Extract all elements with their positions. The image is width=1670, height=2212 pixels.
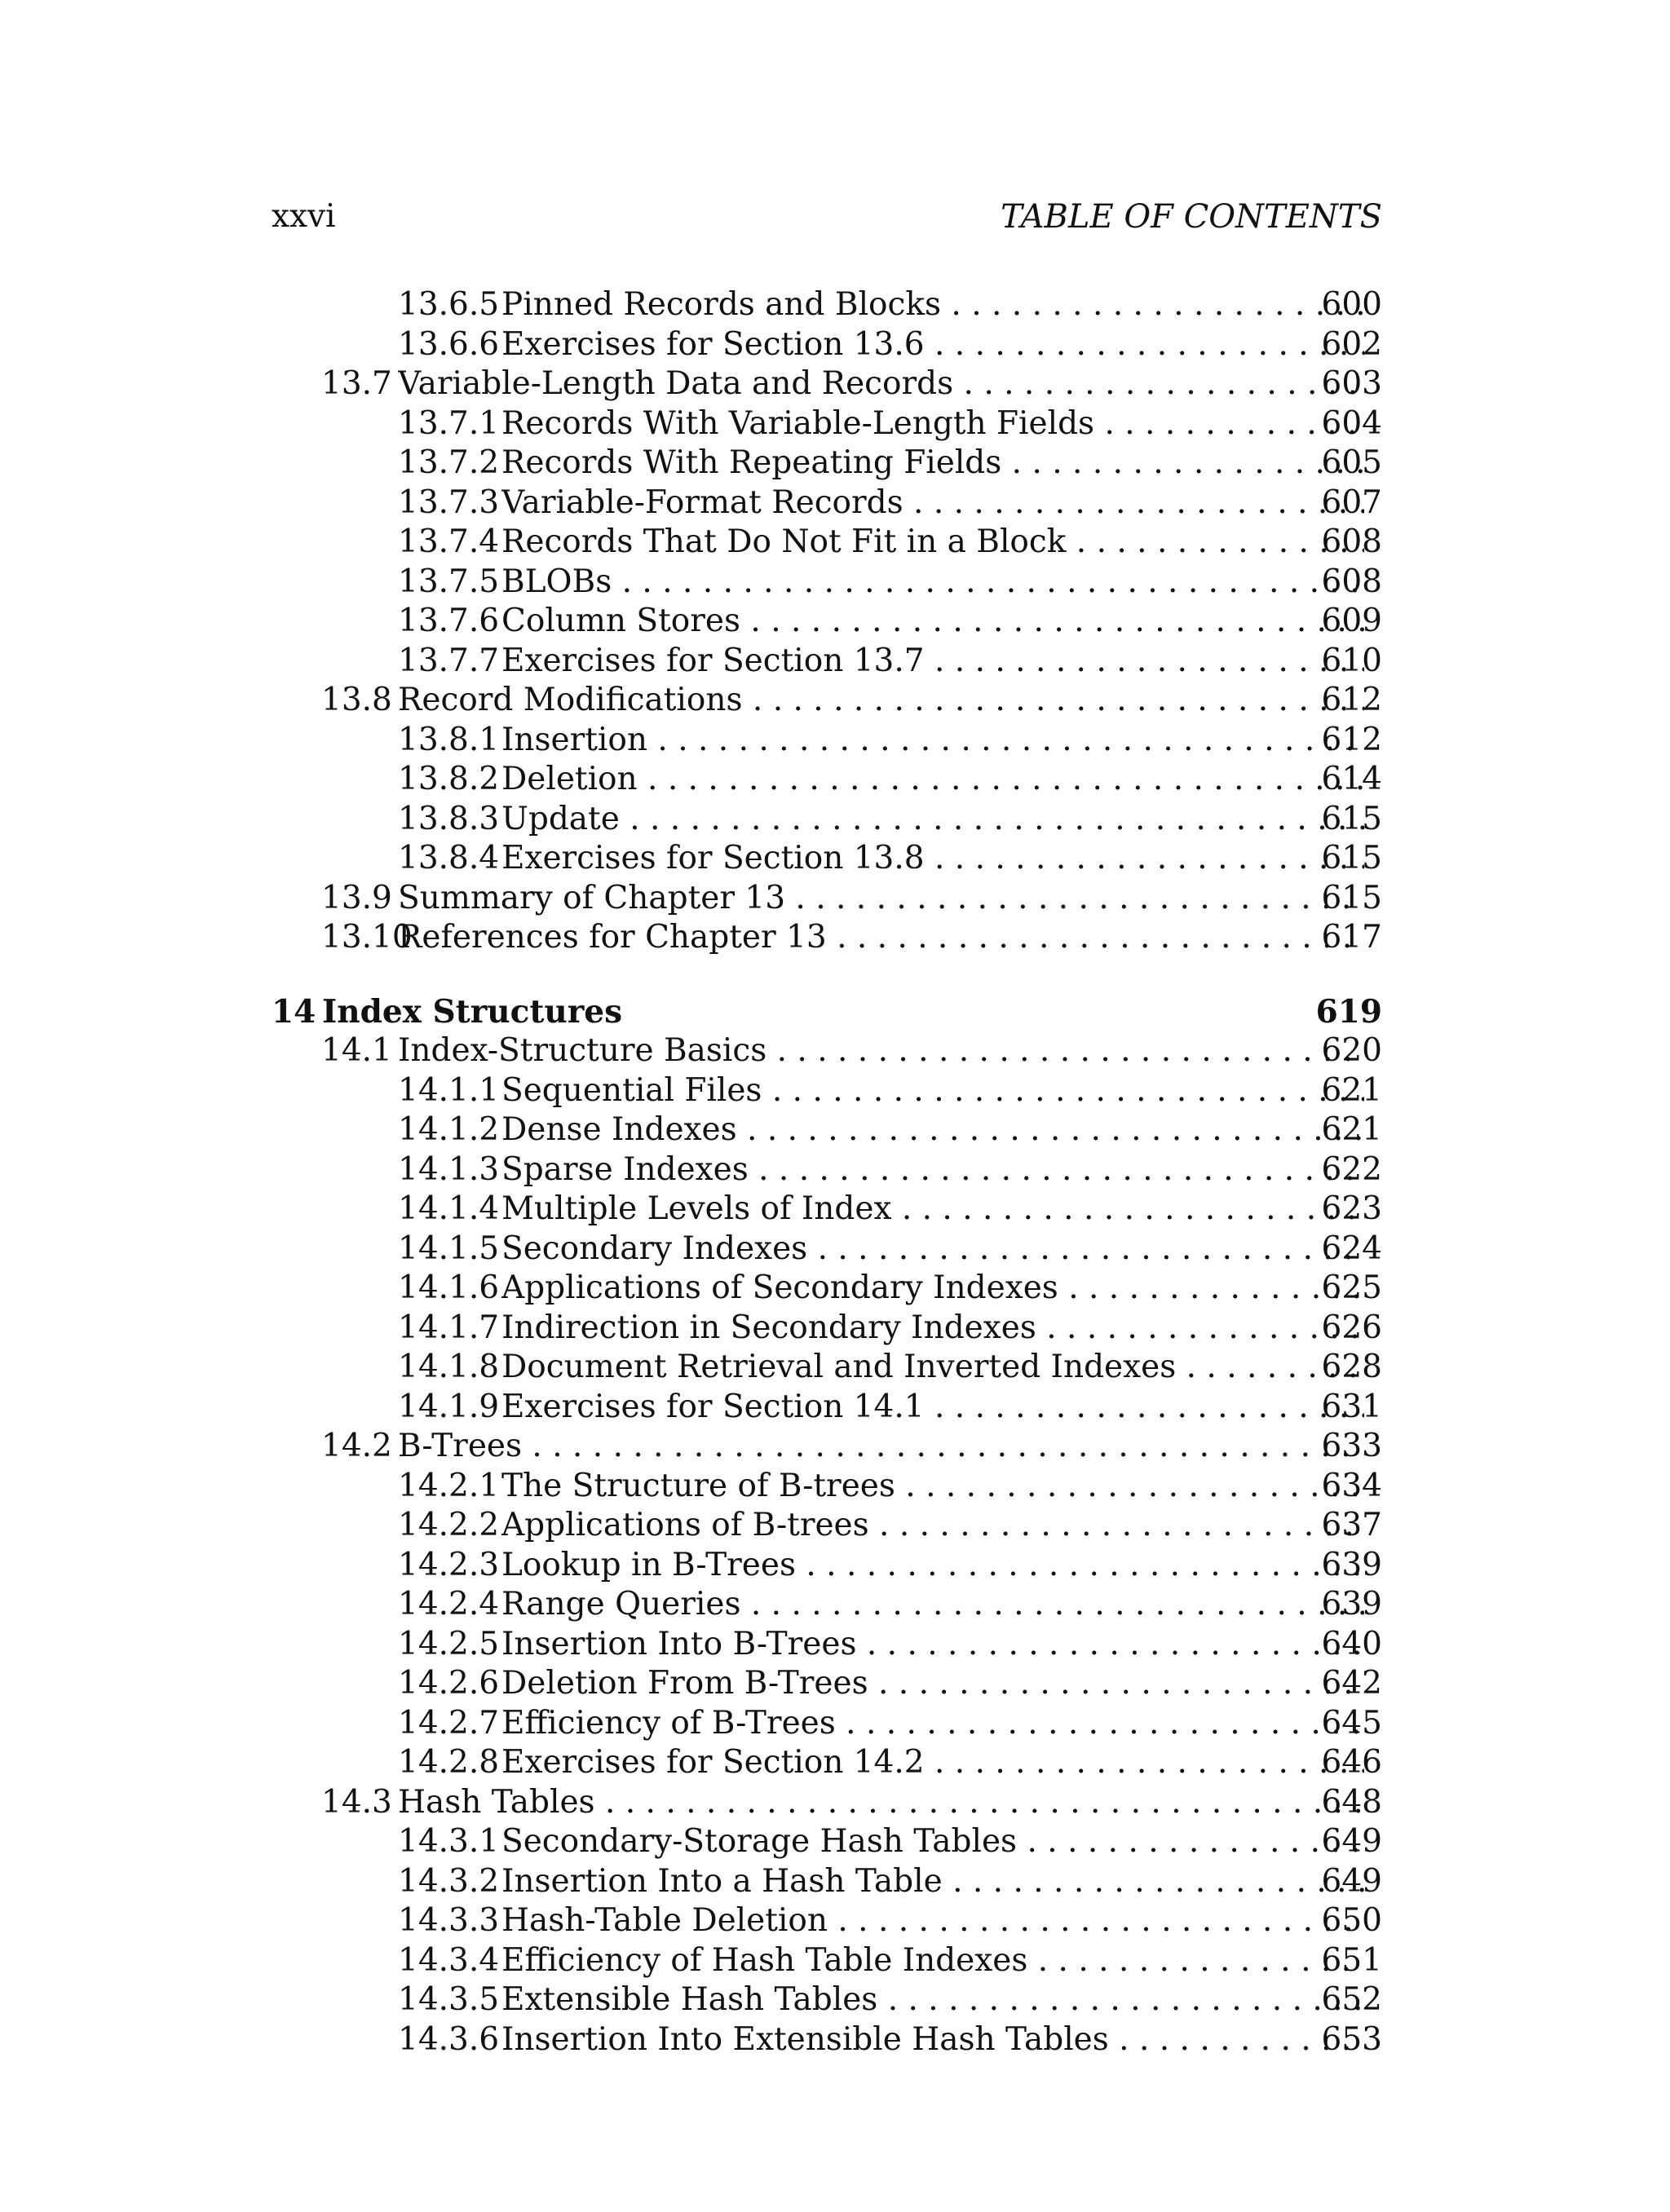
toc-entry-page-number: 640 bbox=[1321, 1625, 1382, 1662]
toc-entry-number: 14.3 bbox=[321, 1783, 392, 1821]
toc-entry-page-number: 620 bbox=[1321, 1032, 1382, 1069]
toc-entry-title: Pinned Records and Blocks . . . bbox=[501, 285, 1364, 325]
toc-entry-title: Secondary-Storage Hash Tables . . . bbox=[501, 1822, 1364, 1862]
toc-entry-page-number: 642 bbox=[1321, 1665, 1382, 1702]
toc-entry-page-number: 602 bbox=[1321, 325, 1382, 363]
toc-entry-page-number: 624 bbox=[1321, 1230, 1382, 1267]
toc-entry-title: B-Trees . . . bbox=[398, 1427, 1364, 1467]
toc-entry-number: 13.6.5 bbox=[398, 286, 500, 323]
toc-entry-number: 14.2 bbox=[321, 1428, 392, 1464]
toc-entry-title: Efficiency of Hash Table Indexes . . . bbox=[501, 1941, 1364, 1981]
toc-entry-page-number: 648 bbox=[1321, 1783, 1382, 1821]
toc-entry-title: Records With Repeating Fields . . . bbox=[501, 444, 1364, 483]
toc-entry-page-number: 619 bbox=[1315, 992, 1382, 1031]
toc-subsection-entry bbox=[0, 563, 1670, 603]
toc-entry-page-number: 615 bbox=[1321, 879, 1382, 916]
toc-entry-number: 14.3.6 bbox=[398, 2020, 500, 2058]
toc-entry-number: 14.2.6 bbox=[398, 1665, 500, 1702]
toc-subsection-entry bbox=[0, 1150, 1670, 1190]
toc-section-entry bbox=[0, 1783, 1670, 1823]
toc-subsection-entry bbox=[0, 2020, 1670, 2060]
toc-entry-title: Exercises for Section 13.6 . . . bbox=[501, 325, 1364, 365]
toc-entry-page-number: 615 bbox=[1321, 800, 1382, 837]
toc-subsection-entry bbox=[0, 1625, 1670, 1665]
toc-entry-page-number: 637 bbox=[1321, 1507, 1382, 1543]
toc-entry-title: Sequential Files . . . bbox=[501, 1071, 1364, 1111]
toc-entry-number: 14.1.7 bbox=[398, 1309, 500, 1346]
toc-entry-title: Variable-Format Records . . . bbox=[501, 483, 1364, 523]
toc-entry-page-number: 614 bbox=[1321, 761, 1382, 797]
toc-entry-page-number: 621 bbox=[1321, 1111, 1382, 1148]
toc-subsection-entry bbox=[0, 1546, 1670, 1586]
running-title: TABLE OF CONTENTS bbox=[1001, 198, 1382, 236]
toc-entry-number: 13.7.1 bbox=[398, 404, 500, 442]
toc-entry-title: Exercises for Section 14.2 . . . bbox=[501, 1743, 1364, 1783]
toc-entry-page-number: 617 bbox=[1321, 919, 1382, 956]
toc-entry-page-number: 649 bbox=[1321, 1823, 1382, 1860]
toc-entry-title: Deletion From B-Trees . . . bbox=[501, 1664, 1364, 1704]
toc-entry-number: 14.1.6 bbox=[398, 1269, 500, 1306]
toc-subsection-entry bbox=[0, 1269, 1670, 1309]
toc-entry-number: 14.1.3 bbox=[398, 1150, 500, 1188]
toc-entry-title: Sparse Indexes . . . bbox=[501, 1150, 1364, 1190]
toc-entry-number: 13.6.6 bbox=[398, 325, 500, 363]
toc-entry-number: 14.2.3 bbox=[398, 1546, 500, 1583]
toc-entry-page-number: 645 bbox=[1321, 1704, 1382, 1742]
toc-entry-number: 14.3.4 bbox=[398, 1941, 500, 1979]
toc-subsection-entry bbox=[0, 404, 1670, 444]
toc-entry-title: Insertion Into a Hash Table . . . bbox=[501, 1862, 1364, 1902]
toc-entry-title: Extensible Hash Tables . . . bbox=[501, 1980, 1364, 2020]
toc-entry-page-number: 651 bbox=[1321, 1941, 1382, 1979]
toc-entry-number: 14.3.2 bbox=[398, 1862, 500, 1900]
toc-subsection-entry bbox=[0, 642, 1670, 682]
toc-entry-title: Exercises for Section 13.8 . . . bbox=[501, 839, 1364, 879]
toc-subsection-entry bbox=[0, 1901, 1670, 1941]
toc-subsection-entry bbox=[0, 1862, 1670, 1902]
toc-entry-page-number: 607 bbox=[1321, 483, 1382, 521]
toc-subsection-entry bbox=[0, 523, 1670, 563]
toc-entry-title: Applications of B-trees . . . bbox=[501, 1506, 1364, 1546]
toc-entry-number: 14.2.2 bbox=[398, 1507, 500, 1543]
toc-entry-page-number: 605 bbox=[1321, 444, 1382, 481]
page-number: xxvi bbox=[272, 198, 336, 235]
toc-entry-number: 13.8.1 bbox=[398, 721, 500, 758]
toc-entry-page-number: 610 bbox=[1321, 642, 1382, 679]
toc-entry-number: 13.7.6 bbox=[398, 603, 500, 639]
toc-section-entry bbox=[0, 364, 1670, 404]
toc-entry-page-number: 639 bbox=[1321, 1546, 1382, 1583]
toc-entry-title: Exercises for Section 13.7 . . . bbox=[501, 642, 1364, 682]
toc-entry-number: 14.2.5 bbox=[398, 1625, 500, 1662]
toc-section-entry bbox=[0, 1427, 1670, 1467]
toc-entry-number: 14.1.8 bbox=[398, 1349, 500, 1385]
toc-subsection-entry bbox=[0, 285, 1670, 325]
toc-entry-title: Records With Variable-Length Fields . . . bbox=[501, 404, 1364, 444]
toc-entry-title: Applications of Secondary Indexes . . . bbox=[501, 1269, 1364, 1309]
toc-entry-page-number: 653 bbox=[1321, 2020, 1382, 2058]
toc-entry-title: Multiple Levels of Index . . . bbox=[501, 1190, 1364, 1230]
toc-subsection-entry bbox=[0, 1664, 1670, 1704]
toc-subsection-entry bbox=[0, 483, 1670, 523]
toc-subsection-entry bbox=[0, 602, 1670, 642]
toc-entry-title: Hash-Table Deletion . . . bbox=[501, 1901, 1364, 1941]
toc-entry-number: 14.1.9 bbox=[398, 1388, 500, 1425]
toc-entry-number: 13.7.4 bbox=[398, 523, 500, 560]
toc-subsection-entry bbox=[0, 444, 1670, 483]
toc-subsection-entry bbox=[0, 1585, 1670, 1625]
toc-entry-page-number: 604 bbox=[1321, 404, 1382, 442]
toc-entry-page-number: 631 bbox=[1321, 1388, 1382, 1425]
toc-entry-title: Records That Do Not Fit in a Block . . . bbox=[501, 523, 1364, 563]
toc-entry-page-number: 612 bbox=[1321, 682, 1382, 718]
toc-section-entry bbox=[0, 918, 1670, 958]
toc-entry-title: Deletion . . . bbox=[501, 760, 1364, 800]
toc-entry-page-number: 603 bbox=[1321, 365, 1382, 402]
toc-entry-number: 13.7.3 bbox=[398, 483, 500, 521]
toc-entry-number: 13.7.5 bbox=[398, 563, 500, 600]
toc-entry-title: Efficiency of B-Trees . . . bbox=[501, 1704, 1364, 1744]
toc-subsection-entry bbox=[0, 1980, 1670, 2020]
toc-entry-title: BLOBs . . . bbox=[501, 563, 1364, 603]
toc-entry-page-number: 650 bbox=[1321, 1902, 1382, 1939]
toc-subsection-entry bbox=[0, 721, 1670, 761]
toc-entry-number: 14.3.3 bbox=[398, 1902, 500, 1939]
toc-entry-number: 13.7.2 bbox=[398, 444, 500, 481]
toc-subsection-entry bbox=[0, 1071, 1670, 1111]
toc-entry-title: Dense Indexes . . . bbox=[501, 1110, 1364, 1150]
toc-subsection-entry bbox=[0, 1348, 1670, 1388]
toc-entry-number: 14.2.7 bbox=[398, 1704, 500, 1742]
toc-entry-title: Exercises for Section 14.1 . . . bbox=[501, 1388, 1364, 1428]
toc-subsection-entry bbox=[0, 1704, 1670, 1744]
toc-entry-number: 14.3.1 bbox=[398, 1823, 500, 1860]
toc-entry-page-number: 609 bbox=[1321, 603, 1382, 639]
toc-entry-title: Document Retrieval and Inverted Indexes . . . bbox=[501, 1348, 1364, 1388]
toc-subsection-entry bbox=[0, 760, 1670, 800]
toc-entry-title: Update . . . bbox=[501, 800, 1364, 840]
table-of-contents bbox=[0, 285, 1670, 2060]
toc-entry-number: 14.1.1 bbox=[398, 1071, 500, 1109]
toc-subsection-entry bbox=[0, 800, 1670, 840]
toc-entry-page-number: 615 bbox=[1321, 840, 1382, 876]
toc-entry-title: Range Queries . . . bbox=[501, 1585, 1364, 1625]
toc-entry-page-number: 612 bbox=[1321, 721, 1382, 758]
toc-entry-title: Column Stores . . . bbox=[501, 602, 1364, 642]
toc-entry-page-number: 622 bbox=[1321, 1150, 1382, 1188]
toc-entry-title: Lookup in B-Trees . . . bbox=[501, 1546, 1364, 1586]
toc-entry-number: 14.1 bbox=[321, 1032, 392, 1069]
toc-entry-title: Index-Structure Basics . . . bbox=[398, 1031, 1364, 1071]
toc-entry-number: 13.8.2 bbox=[398, 761, 500, 797]
toc-subsection-entry bbox=[0, 1822, 1670, 1862]
toc-entry-page-number: 621 bbox=[1321, 1071, 1382, 1109]
toc-section-entry bbox=[0, 879, 1670, 919]
toc-entry-title: Insertion . . . bbox=[501, 721, 1364, 761]
toc-entry-page-number: 623 bbox=[1321, 1190, 1382, 1227]
toc-entry-page-number: 646 bbox=[1321, 1744, 1382, 1781]
toc-entry-title: Secondary Indexes . . . bbox=[501, 1230, 1364, 1269]
toc-entry-number: 14.2.8 bbox=[398, 1744, 500, 1781]
toc-entry-number: 13.7.7 bbox=[398, 642, 500, 679]
toc-entry-title: Hash Tables . . . bbox=[398, 1783, 1364, 1823]
toc-entry-title: Record Modifications . . . bbox=[398, 681, 1364, 721]
toc-entry-title: The Structure of B-trees . . . bbox=[501, 1467, 1364, 1507]
toc-subsection-entry bbox=[0, 1309, 1670, 1349]
toc-entry-number: 14.3.5 bbox=[398, 1981, 500, 2018]
toc-entry-page-number: 608 bbox=[1321, 523, 1382, 560]
toc-entry-number: 13.10 bbox=[321, 919, 413, 956]
toc-section-entry bbox=[0, 1031, 1670, 1071]
toc-entry-page-number: 625 bbox=[1321, 1269, 1382, 1306]
toc-subsection-entry bbox=[0, 1743, 1670, 1783]
toc-section-entry bbox=[0, 681, 1670, 721]
toc-entry-title: Summary of Chapter 13 . . . bbox=[398, 879, 1364, 919]
toc-entry-page-number: 639 bbox=[1321, 1586, 1382, 1623]
toc-entry-number: 13.9 bbox=[321, 879, 392, 916]
toc-entry-number: 14.1.4 bbox=[398, 1190, 500, 1227]
toc-subsection-entry bbox=[0, 1230, 1670, 1269]
toc-entry-title: Index Structures bbox=[322, 992, 623, 1031]
toc-subsection-entry bbox=[0, 1190, 1670, 1230]
toc-subsection-entry bbox=[0, 1388, 1670, 1428]
toc-subsection-entry bbox=[0, 325, 1670, 365]
toc-entry-page-number: 608 bbox=[1321, 563, 1382, 600]
toc-subsection-entry bbox=[0, 1110, 1670, 1150]
toc-entry-title: Insertion Into B-Trees . . . bbox=[501, 1625, 1364, 1665]
toc-entry-number: 14.2.1 bbox=[398, 1467, 500, 1504]
toc-entry-title: Indirection in Secondary Indexes . . . bbox=[501, 1309, 1364, 1349]
toc-entry-number: 14.1.5 bbox=[398, 1230, 500, 1267]
toc-entry-page-number: 626 bbox=[1321, 1309, 1382, 1346]
toc-entry-page-number: 652 bbox=[1321, 1981, 1382, 2018]
toc-subsection-entry bbox=[0, 839, 1670, 879]
toc-entry-page-number: 649 bbox=[1321, 1862, 1382, 1900]
toc-entry-number: 13.8 bbox=[321, 682, 392, 718]
toc-chapter-entry bbox=[0, 992, 1670, 1032]
toc-entry-page-number: 600 bbox=[1321, 286, 1382, 323]
toc-entry-number: 13.7 bbox=[321, 365, 392, 402]
toc-entry-number: 13.8.3 bbox=[398, 800, 500, 837]
toc-entry-number: 14.1.2 bbox=[398, 1111, 500, 1148]
toc-entry-number: 13.8.4 bbox=[398, 840, 500, 876]
toc-subsection-entry bbox=[0, 1506, 1670, 1546]
toc-subsection-entry bbox=[0, 1941, 1670, 1981]
toc-entry-number: 14 bbox=[272, 992, 316, 1031]
toc-entry-page-number: 634 bbox=[1321, 1467, 1382, 1504]
toc-entry-page-number: 628 bbox=[1321, 1349, 1382, 1385]
toc-subsection-entry bbox=[0, 1467, 1670, 1507]
toc-entry-title: References for Chapter 13 . . . bbox=[398, 918, 1364, 958]
toc-entry-title: Variable-Length Data and Records . . . bbox=[398, 364, 1364, 404]
toc-entry-number: 14.2.4 bbox=[398, 1586, 500, 1623]
toc-entry-title: Insertion Into Extensible Hash Tables . . . bbox=[501, 2020, 1364, 2060]
toc-entry-page-number: 633 bbox=[1321, 1428, 1382, 1464]
